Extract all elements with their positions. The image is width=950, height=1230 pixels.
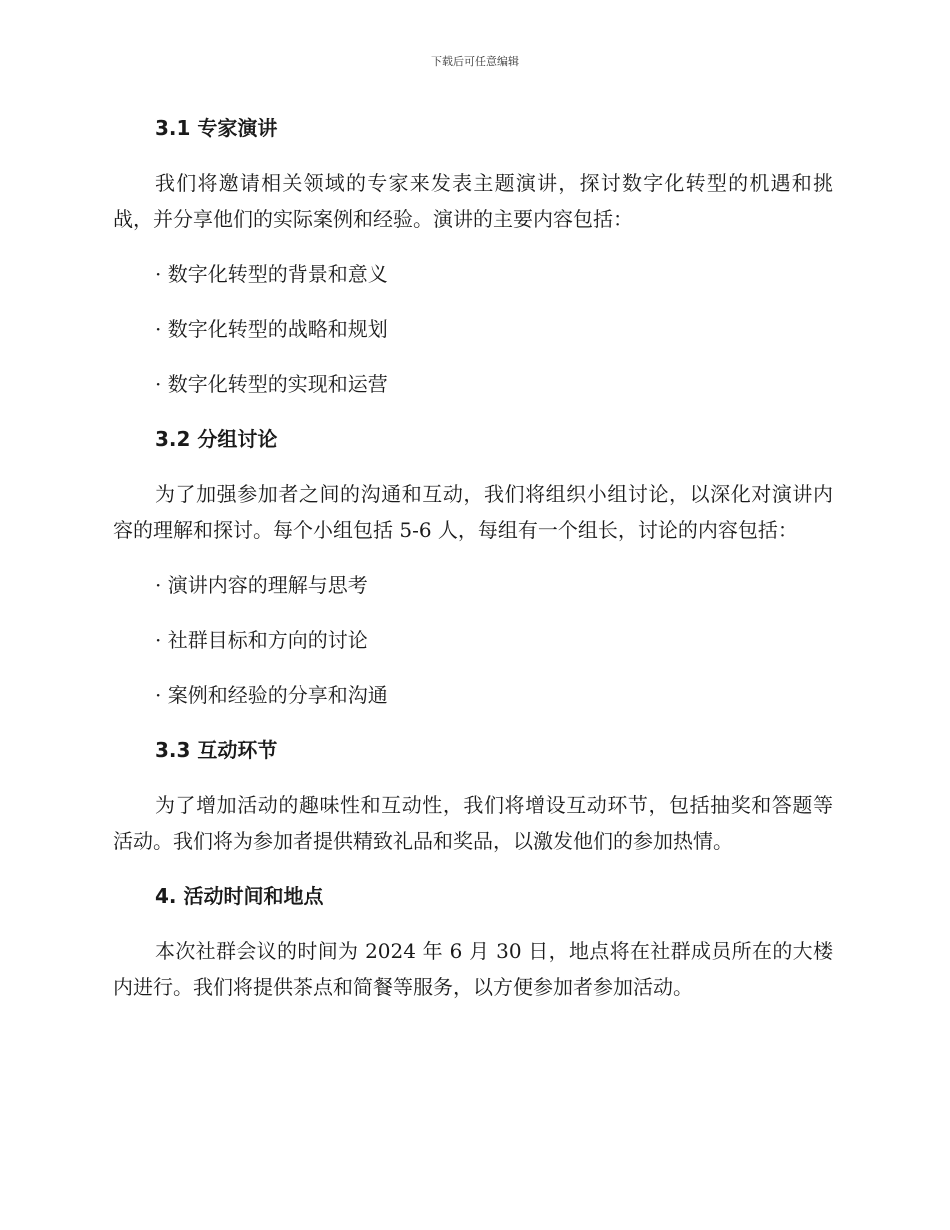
bullet-item: · 演讲内容的理解与思考 [155,573,368,597]
bullet-item: · 数字化转型的背景和意义 [155,262,388,286]
paragraph-interaction: 为了增加活动的趣味性和互动性，我们将增设互动环节，包括抽奖和答题等活动。我们将为参加者提供精致礼品和奖品，以激发他们的参加热情。 [113,793,833,853]
bullet-item: · 数字化转型的实现和运营 [155,372,388,396]
bullet-item: · 数字化转型的战略和规划 [155,317,388,341]
section-heading-3-3: 3.3 互动环节 [155,738,278,762]
bullet-item: · 案例和经验的分享和沟通 [155,683,388,707]
document-body [113,110,833,1005]
paragraph-time-location: 本次社群会议的时间为 2024 年 6 月 30 日，地点将在社群成员所在的大楼内进行。我们将提供茶点和简餐等服务，以方便参加者参加活动。 [113,939,833,999]
section-heading-3-2: 3.2 分组讨论 [155,427,278,451]
page-header-note: 下载后可任意编辑 [431,55,519,68]
section-heading-4: 4. 活动时间和地点 [155,884,324,908]
paragraph-group-discussion: 为了加强参加者之间的沟通和互动，我们将组织小组讨论，以深化对演讲内容的理解和探讨。每个小组包括 5-6 人，每组有一个组长，讨论的内容包括： [113,482,833,542]
section-heading-3-1: 3.1 专家演讲 [155,116,278,140]
bullet-item: · 社群目标和方向的讨论 [155,628,368,652]
paragraph-expert-talk: 我们将邀请相关领域的专家来发表主题演讲，探讨数字化转型的机遇和挑战，并分享他们的实际案例和经验。演讲的主要内容包括： [113,171,833,231]
